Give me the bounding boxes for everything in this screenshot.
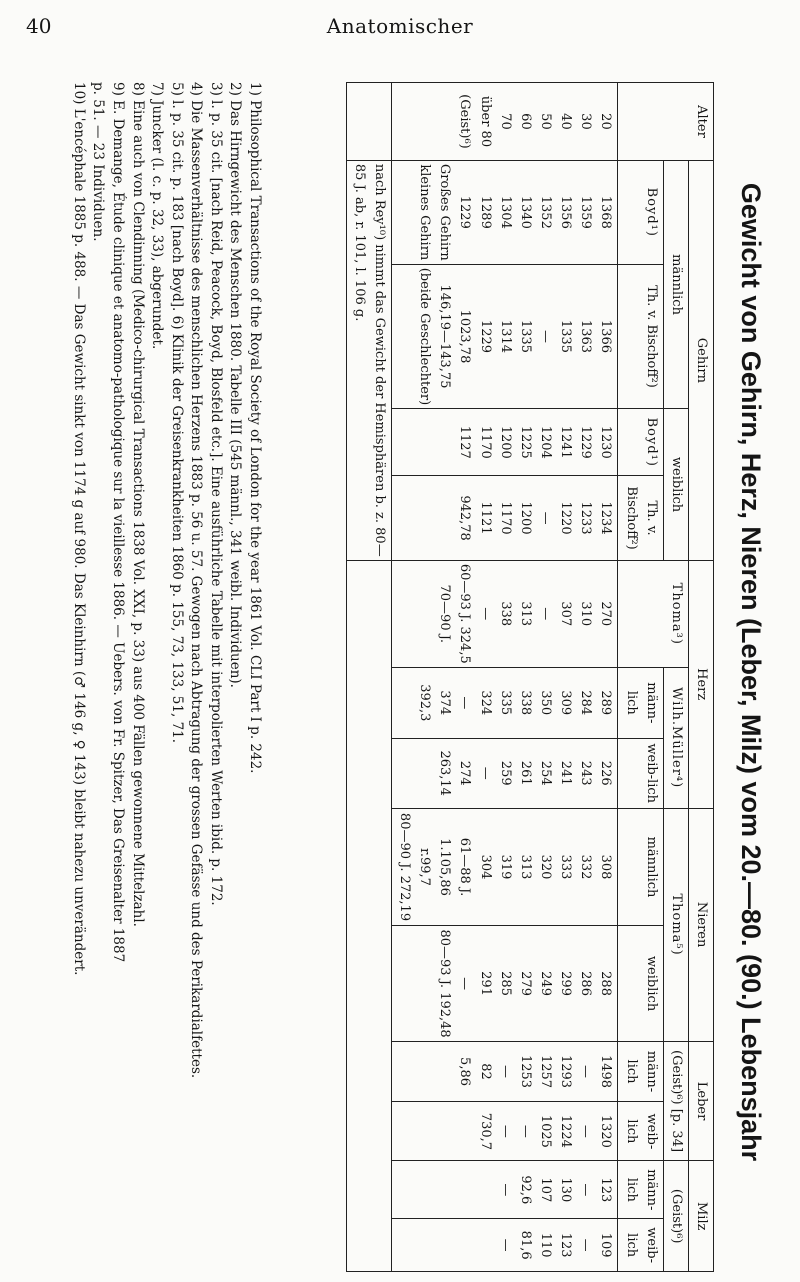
table-cell: 1170 bbox=[497, 501, 513, 535]
table-cell: — bbox=[497, 1124, 513, 1138]
table-cell: 1335 bbox=[558, 319, 574, 354]
header-herz-thoma: Thoma³) bbox=[618, 560, 688, 667]
table-cell: 1368 bbox=[598, 195, 614, 229]
gehirn-note: nach Rey¹⁰) nimmt das Gewicht der Hemisphären b. z. 80—85 J. ab, r. 101, l. 106 g. bbox=[346, 160, 391, 560]
header-bischoff-w: Th. v. Bischoff²) bbox=[618, 476, 663, 561]
organ-weight-table bbox=[346, 82, 714, 1272]
header-milz-geist: (Geist)⁶) bbox=[663, 1161, 688, 1272]
header-milz: Milz bbox=[688, 1161, 713, 1272]
table-cell: 270 bbox=[598, 601, 614, 627]
table-cell: Großes Gehirn bbox=[437, 163, 453, 261]
table-cell: r.99,7 bbox=[417, 848, 433, 886]
table-cell: 291 bbox=[477, 971, 493, 996]
header-alter: Alter bbox=[618, 83, 714, 161]
table-cell: — bbox=[477, 766, 493, 780]
table-cell: 1304 bbox=[497, 195, 513, 229]
footnote: 4) Die Massenverhältnisse des menschlichen Herzens 1883 p. 56 u. 57. Gewogen nach Abtragung der grossen Gefässe und des Perikardialfettes. bbox=[188, 82, 205, 1079]
table-cell: 1359 bbox=[578, 195, 594, 229]
table-cell: 1224 bbox=[558, 1114, 574, 1148]
footnote: 7) Juncker (l. c. p. 32, 33), abgerundet. bbox=[149, 82, 166, 350]
table-cell: — bbox=[538, 607, 554, 621]
nieren-thoma-w-column bbox=[391, 926, 618, 1041]
table-cell: — bbox=[578, 1124, 594, 1138]
gehirn-bischoff-m-column bbox=[391, 264, 618, 409]
table-cell: 123 bbox=[598, 1177, 614, 1203]
header-boyd-w: Boyd¹) bbox=[618, 409, 663, 476]
table-cell: 338 bbox=[517, 690, 533, 716]
table-cell: 123 bbox=[558, 1232, 574, 1258]
table-cell: 1234 bbox=[598, 501, 614, 535]
table-cell: 70—90 J. bbox=[437, 584, 453, 644]
table-cell: — bbox=[538, 329, 554, 343]
table-cell: 1225 bbox=[517, 425, 533, 459]
header-herz: Herz bbox=[688, 560, 713, 808]
table-cell: 289 bbox=[598, 690, 614, 716]
table-cell: 1233 bbox=[578, 501, 594, 535]
table-cell: 50 bbox=[538, 113, 554, 130]
data-row bbox=[391, 83, 618, 1272]
table-cell: 1023,78 bbox=[457, 309, 473, 364]
table-cell: 333 bbox=[558, 854, 574, 880]
table-cell: 286 bbox=[578, 971, 594, 996]
table-cell: — bbox=[457, 696, 473, 710]
footnote: 2) Das Hirngewicht des Menschen 1880. Tabelle III (545 männl., 341 weibl. Individuen). bbox=[227, 82, 244, 688]
table-cell: 80—90 J. 272,19 bbox=[397, 812, 413, 922]
table-cell: 30 bbox=[578, 113, 594, 130]
table-cell: 288 bbox=[598, 971, 614, 996]
table-cell: 1.105,86 bbox=[437, 838, 453, 896]
table-cell: 299 bbox=[558, 971, 574, 996]
table-cell: 1229 bbox=[477, 319, 493, 354]
header-nieren-w: weiblich bbox=[618, 926, 663, 1041]
table-cell: 1230 bbox=[598, 425, 614, 459]
table-cell: 313 bbox=[517, 601, 533, 627]
nieren-thoma-m-column bbox=[391, 808, 618, 926]
table-cell: 1340 bbox=[517, 195, 533, 229]
header-herz-mueller: Wilh.Müller⁴) bbox=[663, 667, 688, 808]
table-cell: 20 bbox=[598, 113, 614, 130]
footnote: 10) L'encéphale 1885 p. 488. — Das Gewicht sinkt von 1174 g auf 980. Das Kleinhirn (♂ 146 g, ♀ 143) bleibt nahezu unverändert. bbox=[70, 82, 87, 976]
table-cell: 307 bbox=[558, 601, 574, 627]
table-cell: 1498 bbox=[598, 1054, 614, 1089]
table-cell: 61—88 J. bbox=[457, 837, 473, 897]
table-cell: 1257 bbox=[538, 1054, 554, 1089]
footnotes bbox=[68, 82, 264, 1262]
footnote: 9) E. Demange, Étude clinique et anatomo-pathologique sur la vieillesse 1886. — Uebers. von Fr. Spitzer, Das Greisenalter 1887 bbox=[110, 82, 127, 963]
header-nieren-m: männlich bbox=[618, 808, 663, 926]
header-milz-w: weib-lich bbox=[618, 1219, 663, 1272]
table-cell: 70 bbox=[497, 113, 513, 130]
table-cell: 259 bbox=[497, 760, 513, 786]
table-cell: — bbox=[497, 1183, 513, 1197]
table-cell: 60 bbox=[517, 113, 533, 130]
table-cell: 1366 bbox=[598, 319, 614, 354]
table-cell: 332 bbox=[578, 854, 594, 880]
table-cell: 1335 bbox=[517, 319, 533, 354]
table-cell: 80—93 J. 192,48 bbox=[437, 929, 453, 1038]
header-herz-m: männ-lich bbox=[618, 667, 663, 738]
table-cell: 309 bbox=[558, 690, 574, 716]
table-cell: 1356 bbox=[558, 195, 574, 229]
table-cell: 304 bbox=[477, 854, 493, 880]
header-gehirn: Gehirn bbox=[688, 160, 713, 560]
table-cell: 730,7 bbox=[477, 1112, 493, 1151]
table-cell: 1289 bbox=[477, 195, 493, 229]
table-cell: — bbox=[497, 1065, 513, 1079]
table-cell: 109 bbox=[598, 1232, 614, 1258]
table-cell: 285 bbox=[497, 971, 513, 996]
table-cell: 1170 bbox=[477, 425, 493, 459]
herz-thoma-column bbox=[391, 560, 618, 667]
table-cell: — bbox=[578, 1183, 594, 1197]
header-bischoff-m: Th. v. Bischoff²) bbox=[618, 264, 663, 409]
table-title: Gewicht von Gehirn, Herz, Nieren (Leber, Milz) vom 20.—80. (90.) Lebensjahr bbox=[736, 182, 766, 1162]
running-head: Anatomischer bbox=[326, 14, 474, 38]
page-number: 40 bbox=[26, 14, 52, 38]
header-nieren: Nieren bbox=[688, 808, 713, 1041]
table-cell: 1229 bbox=[578, 425, 594, 459]
table-cell: über 80 bbox=[477, 95, 493, 148]
footnote: 3) l. p. 35 cit. [nach Reid, Peacock, Boyd, Blosfeld etc.]. Eine ausführliche Tabelle mit interpolierten Werten ibid. p. 172. bbox=[207, 82, 224, 906]
table-cell: 130 bbox=[558, 1177, 574, 1203]
header-herz-w: weib-lich bbox=[618, 738, 663, 808]
header-gehirn-maennlich: männlich bbox=[663, 160, 688, 408]
milz-m-column bbox=[391, 1161, 618, 1219]
footnote: 5) l. p. 35 cit. p. 183 [nach Boyd]. 6) Klinik der Greisenkrankheiten 1860 p. 155, 73, 133, 51, 71. bbox=[168, 82, 185, 744]
header-row-organs bbox=[688, 83, 713, 1272]
gehirn-bischoff-w-column bbox=[391, 476, 618, 561]
table-cell: — bbox=[477, 607, 493, 621]
table-cell: 274 bbox=[457, 760, 473, 786]
table-cell: (beide Geschlechter) bbox=[417, 267, 433, 406]
table-cell: 263,14 bbox=[437, 750, 453, 796]
table-cell: — bbox=[517, 1124, 533, 1138]
table-cell: 1220 bbox=[558, 501, 574, 535]
table-cell: 350 bbox=[538, 690, 554, 716]
table-cell: 313 bbox=[517, 854, 533, 880]
table-cell: 284 bbox=[578, 690, 594, 716]
table-cell: 1229 bbox=[457, 195, 473, 229]
table-cell: (Geist)⁶) bbox=[457, 94, 473, 149]
table-cell: 110 bbox=[538, 1232, 554, 1258]
footnote: 8) Eine auch von Clendinning (Medico-chirurgical Transactions 1838 Vol. XXI, p. 33) aus 400 Fällen gewonnene Mittelzahl. bbox=[129, 82, 146, 927]
table-cell: 254 bbox=[538, 760, 554, 786]
herz-mueller-w-column bbox=[391, 738, 618, 808]
leber-w-column bbox=[391, 1102, 618, 1161]
table-cell: 5,86 bbox=[457, 1057, 473, 1086]
table-cell: 1293 bbox=[558, 1054, 574, 1089]
header-boyd-m: Boyd¹) bbox=[618, 160, 663, 264]
table-cell: 1200 bbox=[497, 425, 513, 459]
header-leber-w: weib-lich bbox=[618, 1102, 663, 1161]
table-cell: 1025 bbox=[538, 1114, 554, 1148]
table-cell: 1363 bbox=[578, 319, 594, 354]
table-cell: 338 bbox=[497, 601, 513, 627]
table-cell: 261 bbox=[517, 760, 533, 786]
table-cell: 241 bbox=[558, 760, 574, 786]
header-row-sources bbox=[618, 83, 663, 1272]
table-cell: 40 bbox=[558, 113, 574, 130]
table-cell: 1121 bbox=[477, 501, 493, 535]
table-cell: 320 bbox=[538, 854, 554, 880]
table-cell: 335 bbox=[497, 690, 513, 716]
table-cell: 942,78 bbox=[457, 495, 473, 541]
footnote: 1) Philosophical Transactions of the Royal Society of London for the year 1861 Vol. CLI Part I p. 242. bbox=[247, 82, 263, 774]
table-cell: 107 bbox=[538, 1177, 554, 1203]
table-cell: — bbox=[538, 511, 554, 525]
table-cell: 279 bbox=[517, 971, 533, 996]
table-cell: 1241 bbox=[558, 425, 574, 459]
table-cell: 310 bbox=[578, 601, 594, 627]
table-cell: 1253 bbox=[517, 1054, 533, 1089]
table-cell: 1127 bbox=[457, 425, 473, 459]
header-nieren-thoma: Thoma⁵) bbox=[663, 808, 688, 1041]
table-cell: 324 bbox=[477, 690, 493, 716]
table-cell: 374 bbox=[437, 690, 453, 716]
table-cell: — bbox=[497, 1238, 513, 1252]
gehirn-boyd-w-column bbox=[391, 409, 618, 476]
table-cell: 392,3 bbox=[417, 684, 433, 722]
table-cell: kleines Gehirn bbox=[417, 164, 433, 261]
herz-mueller-m-column bbox=[391, 667, 618, 738]
table-cell: — bbox=[578, 1238, 594, 1252]
header-leber: Leber bbox=[688, 1041, 713, 1161]
table-cell: — bbox=[457, 977, 473, 991]
footnote: p. 51. — 23 Individuen. bbox=[90, 82, 107, 242]
gehirn-boyd-m-column bbox=[391, 160, 618, 264]
table-cell: 92,6 bbox=[517, 1175, 533, 1205]
header-leber-geist: (Geist)⁶) [p. 34] bbox=[663, 1041, 688, 1161]
table-cell: 81,6 bbox=[517, 1230, 533, 1260]
table-cell: 308 bbox=[598, 854, 614, 880]
table-cell: 249 bbox=[538, 971, 554, 996]
header-gehirn-weiblich: weiblich bbox=[663, 409, 688, 561]
alter-column bbox=[391, 83, 618, 161]
rotated-page-content bbox=[30, 72, 770, 1272]
header-milz-m: männ-lich bbox=[618, 1161, 663, 1219]
table-cell: 1320 bbox=[598, 1114, 614, 1148]
table-cell: 1200 bbox=[517, 501, 533, 535]
table-cell: 1314 bbox=[497, 319, 513, 354]
table-cell: 226 bbox=[598, 760, 614, 786]
table-cell: 82 bbox=[477, 1063, 493, 1080]
gehirn-note-row bbox=[346, 83, 391, 1272]
leber-m-column bbox=[391, 1041, 618, 1102]
milz-w-column bbox=[391, 1219, 618, 1272]
table-cell: 243 bbox=[578, 760, 594, 786]
table-cell: — bbox=[578, 1065, 594, 1079]
header-row-sex bbox=[663, 83, 688, 1272]
table-cell: 319 bbox=[497, 854, 513, 880]
table-cell: 146,19—143,75 bbox=[437, 284, 453, 389]
table-cell: 1352 bbox=[538, 195, 554, 229]
table-cell: 1204 bbox=[538, 425, 554, 459]
header-leber-m: männ-lich bbox=[618, 1041, 663, 1102]
table-cell: 60—93 J. 324,5 bbox=[457, 563, 473, 664]
